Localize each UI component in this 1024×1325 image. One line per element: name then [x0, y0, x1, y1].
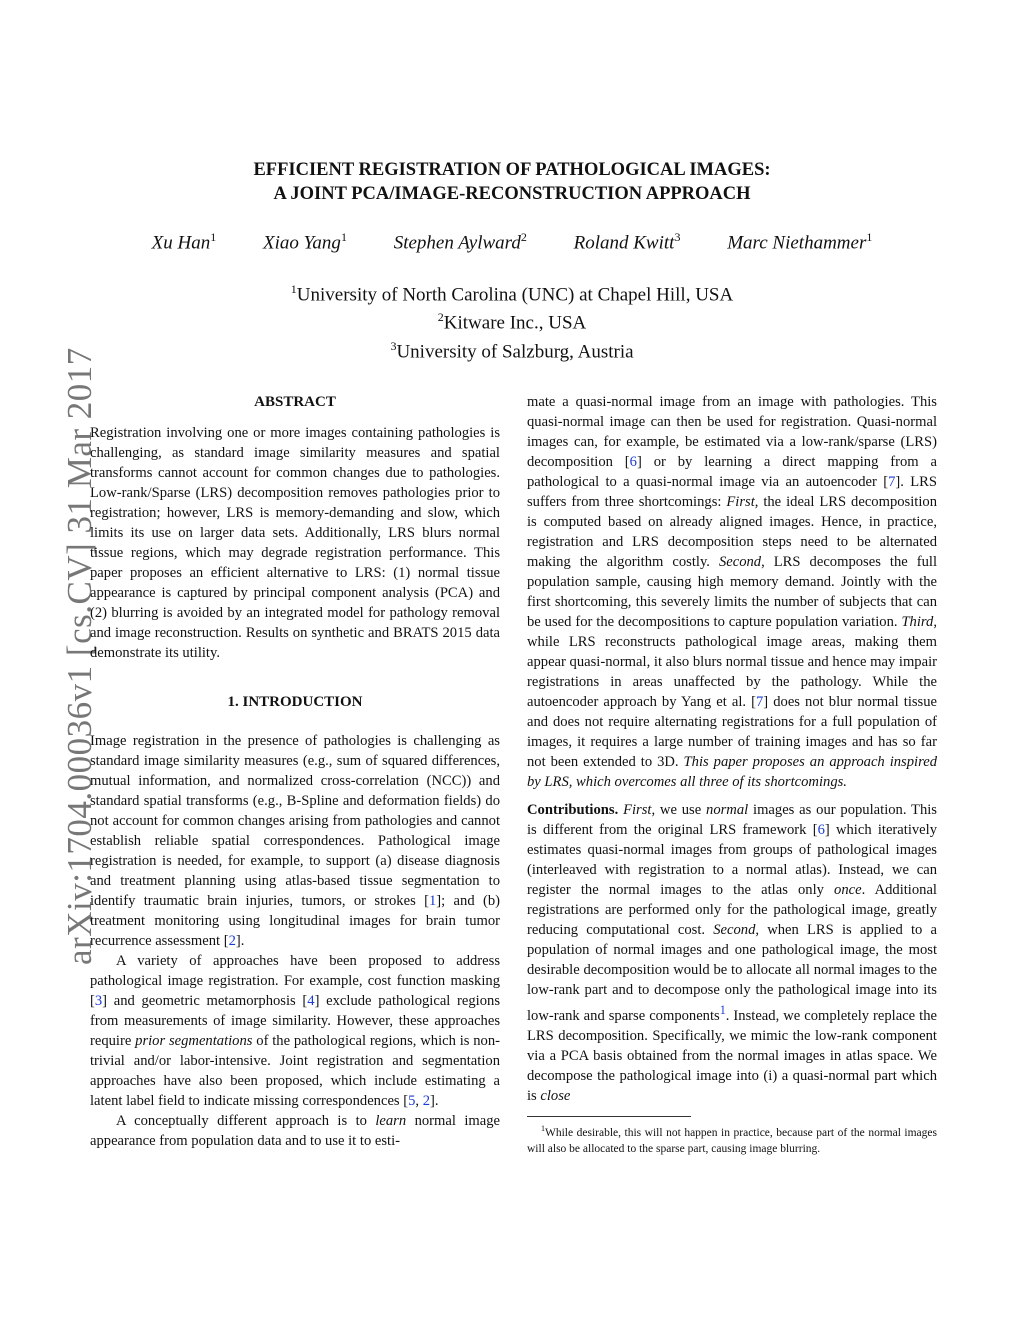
citation-link[interactable]: 6: [629, 454, 637, 470]
citation-link[interactable]: 7: [756, 694, 764, 710]
intro-heading: 1. INTRODUCTION: [227, 694, 363, 710]
author-list: [0, 230, 1024, 254]
citation-link[interactable]: 2: [228, 933, 236, 949]
citation-link[interactable]: 4: [307, 993, 315, 1009]
footnote-link[interactable]: 1: [719, 1003, 726, 1017]
affiliations: [0, 278, 1024, 363]
title-line-1: EFFICIENT REGISTRATION OF PATHOLOGICAL IMAGES:: [253, 160, 771, 180]
citation-link[interactable]: 5: [408, 1093, 416, 1109]
footnote: $^1$While desirable, this will not happen in practice, because part of the normal images will also be allocated to the sparse part, causing image blurring.: [527, 1123, 937, 1155]
intro-paragraph-3: A conceptually different approach is to learn normal image appearance from population data and to use it to esti-: [90, 1113, 500, 1149]
author: Stephen Aylward$^2$: [393, 230, 527, 254]
right-paragraph-1: mate a quasi-normal image from an image with pathologies. This quasi-normal image can then be used for registration. Quasi-normal images can, for example, be estimated via a low-rank/sparse (LRS) decomposition [6] or by learning a direct mapping from a pathological to a quasi-normal image via an autoencoder [7]. LRS suffers from three shortcomings: First, the ideal LRS decomposition is computed based on already aligned images. Hence, in practice, registration and LRS decomposition steps need to be alternated making the algorithm costly. Second, LRS decomposes the full population sample, causing high memory demand. Jointly with the first shortcoming, this severely limits the number of subjects that can be used for the decompositions to capture population variation. Third, while LRS reconstructs pathological image areas, making them appear quasi-normal, it also blurs normal tissue and hence may impair registrations in areas unaffected by the pathology. While the autoencoder approach by Yang et al. [7] does not blur normal tissue and does not require alternating registrations for a full population of images, it requires a large number of training images and has so far not been extended to 3D. This paper proposes an approach inspired by LRS, which overcomes all three of its shortcomings.: [527, 394, 938, 790]
author: Marc Niethammer$^1$: [727, 230, 873, 254]
title-line-2: A JOINT PCA/IMAGE-RECONSTRUCTION APPROACH: [273, 184, 751, 204]
abstract-heading: ABSTRACT: [254, 394, 336, 410]
affiliation: $^3$University of Salzburg, Austria: [390, 338, 634, 362]
citation-link[interactable]: 1: [428, 893, 437, 909]
author: Roland Kwitt$^3$: [573, 230, 681, 254]
citation-link[interactable]: 7: [888, 474, 896, 490]
intro-paragraph-1: Image registration in the presence of pathologies is challenging as standard image similarity measures (e.g., sum of squared differences, mutual information, and normalized cross-correlation (NCC)) and standard spatial transforms (e.g., B-Spline and deformation fields) do not account for common changes arising from pathologies and cannot establish reliable spatial correspondences. Pathological image registration is needed, for example, to support (a) disease diagnosis and treatment planning using atlas-based tissue segmentation to identify traumatic brain injuries, tumors, or strokes [1]; and (b) treatment monitoring using longitudinal images for brain tumor recurrence assessment [2].: [90, 733, 500, 949]
affiliation: $^2$Kitware Inc., USA: [437, 310, 587, 334]
citation-link[interactable]: 6: [817, 822, 825, 838]
right-column: [527, 392, 937, 1157]
contributions-paragraph: Contributions. First, we use normal images as our population. This is different from the original LRS framework [6] which iteratively estimates quasi-normal images from groups of pathological images (interleaved with registration to a normal atlas). Instead, we can register the normal images to the atlas only once. Additional registrations are performed only for the pathological image, greatly reducing computational cost. Second, when LRS is applied to a population of normal images and one pathological image, the most desirable decomposition would be to allocate all normal images to the low-rank part and to decompose only the pathological image into its low-rank and sparse components$^1$. Instead, we completely replace the LRS decomposition. Specifically, we mimic the low-rank component via a PCA basis obtained from the normal images in atlas space. We decompose the pathological image into (i) a quasi-normal part which is close: [527, 802, 938, 1104]
paper-title: [0, 158, 1024, 206]
citation-link[interactable]: 3: [94, 993, 103, 1009]
left-column: [90, 392, 500, 1151]
intro-paragraph-2: A variety of approaches have been proposed to address pathological image registration. For example, cost function masking [3] and geometric metamorphosis [4] exclude pathological regions from measurements of image similarity. However, these approaches require prior segmentations of the pathological regions, which is non-trivial and/or labor-intensive. Joint registration and segmentation approaches have also been proposed, which include estimating a latent label field to indicate missing correspondences [5, 2].: [90, 953, 501, 1109]
author: Xu Han$^1$: [151, 230, 217, 254]
arxiv-identifier: arXiv:1704.00036v1 [cs.CV] 31 Mar 2017: [60, 347, 99, 965]
affiliation: $^1$University of North Carolina (UNC) at Chapel Hill, USA: [290, 282, 734, 306]
arxiv-sidebar: [0, 347, 99, 970]
abstract-text: Registration involving one or more images containing pathologies is challenging, as standard image similarity measures and spatial transforms cannot account for common changes due to pathologies. Low-rank/Sparse (LRS) decomposition removes pathologies prior to registration; however, LRS is memory-demanding and slow, which limits its use on larger data sets. Additionally, LRS blurs normal tissue regions, which may degrade registration performance. This paper proposes an efficient alternative to LRS: (1) normal tissue appearance is captured by principal component analysis (PCA) and (2) blurring is avoided by an integrated model for pathology removal and image reconstruction. Results on synthetic and BRATS 2015 data demonstrate its utility.: [90, 425, 500, 661]
citation-link[interactable]: 2: [422, 1093, 431, 1109]
footnote-divider: [527, 1116, 691, 1117]
author: Xiao Yang$^1$: [262, 230, 347, 254]
